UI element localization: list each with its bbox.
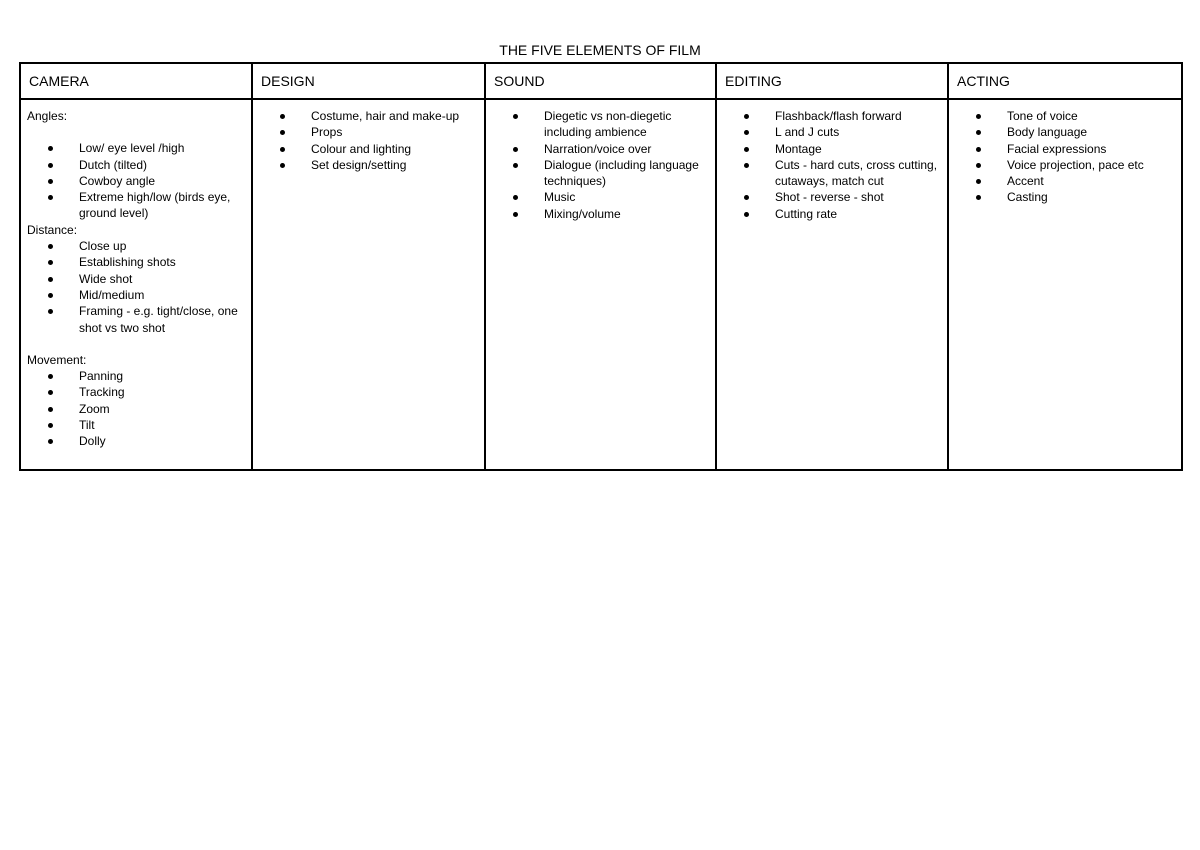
list-item: Colour and lighting xyxy=(311,141,478,157)
list-item: Low/ eye level /high xyxy=(79,140,245,156)
film-elements-table xyxy=(19,62,1183,471)
list-item: Mid/medium xyxy=(79,287,245,303)
list-item: Mixing/volume xyxy=(544,206,709,222)
distance-list xyxy=(27,238,245,336)
editing-list xyxy=(723,108,941,222)
document-title: THE FIVE ELEMENTS OF FILM xyxy=(499,42,701,58)
list-item: Casting xyxy=(1007,189,1175,205)
header-row xyxy=(20,63,1182,99)
list-item: L and J cuts xyxy=(775,124,941,140)
sound-list xyxy=(492,108,709,222)
list-item: Cutting rate xyxy=(775,206,941,222)
list-item: Accent xyxy=(1007,173,1175,189)
list-item: Close up xyxy=(79,238,245,254)
list-item: Tilt xyxy=(79,417,245,433)
content-row xyxy=(20,99,1182,470)
header-sound: SOUND xyxy=(485,63,716,99)
header-editing: EDITING xyxy=(716,63,948,99)
list-item: Extreme high/low (birds eye, ground level) xyxy=(79,189,245,222)
list-item: Dialogue (including language techniques) xyxy=(544,157,709,190)
list-item: Framing - e.g. tight/close, one shot vs two shot xyxy=(79,303,245,336)
header-camera: CAMERA xyxy=(20,63,252,99)
design-list xyxy=(259,108,478,173)
list-item: Costume, hair and make-up xyxy=(311,108,478,124)
list-item: Cuts - hard cuts, cross cutting, cutaways, match cut xyxy=(775,157,941,190)
list-item: Narration/voice over xyxy=(544,141,709,157)
list-item: Tracking xyxy=(79,384,245,400)
angles-label: Angles: xyxy=(27,109,68,123)
list-item: Flashback/flash forward xyxy=(775,108,941,124)
list-item: Shot - reverse - shot xyxy=(775,189,941,205)
list-item: Facial expressions xyxy=(1007,141,1175,157)
list-item: Establishing shots xyxy=(79,254,245,270)
list-item: Wide shot xyxy=(79,271,245,287)
list-item: Props xyxy=(311,124,478,140)
list-item: Zoom xyxy=(79,401,245,417)
list-item: Cowboy angle xyxy=(79,173,245,189)
list-item: Diegetic vs non-diegetic including ambience xyxy=(544,108,709,141)
angles-list xyxy=(27,140,245,221)
list-item: Set design/setting xyxy=(311,157,478,173)
list-item: Body language xyxy=(1007,124,1175,140)
movement-list xyxy=(27,368,245,449)
list-item: Music xyxy=(544,189,709,205)
list-item: Dolly xyxy=(79,433,245,449)
header-acting: ACTING xyxy=(948,63,1182,99)
header-design: DESIGN xyxy=(252,63,485,99)
design-cell xyxy=(252,99,485,470)
distance-label: Distance: xyxy=(27,222,78,237)
list-item: Montage xyxy=(775,141,941,157)
sound-cell xyxy=(485,99,716,470)
editing-cell xyxy=(716,99,948,470)
movement-label: Movement: xyxy=(27,352,87,367)
list-item: Voice projection, pace etc xyxy=(1007,157,1175,173)
list-item: Tone of voice xyxy=(1007,108,1175,124)
camera-cell xyxy=(20,99,252,470)
list-item: Panning xyxy=(79,368,245,384)
acting-list xyxy=(955,108,1175,206)
acting-cell xyxy=(948,99,1182,470)
list-item: Dutch (tilted) xyxy=(79,157,245,173)
